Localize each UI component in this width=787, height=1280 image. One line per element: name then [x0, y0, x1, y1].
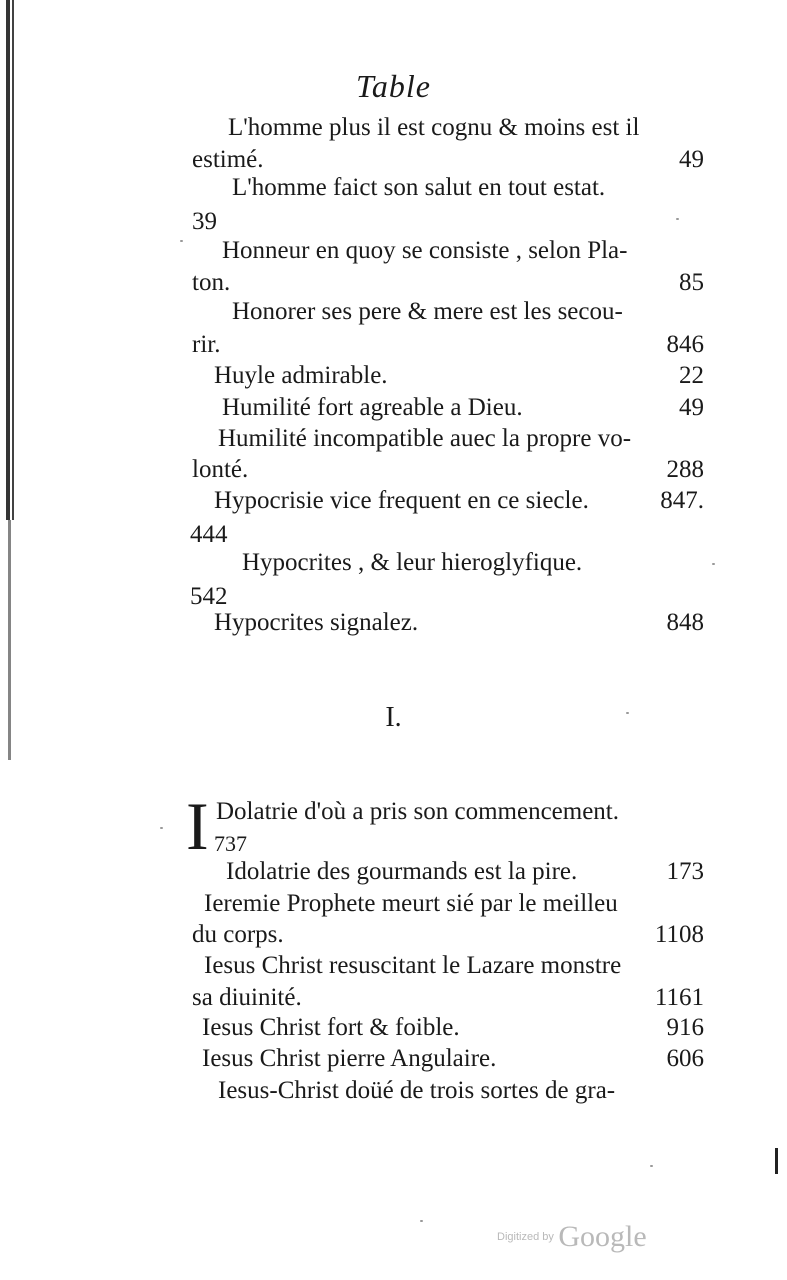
page-number: 173	[666, 858, 704, 885]
watermark-brand: Google	[558, 1220, 647, 1253]
entry-continuation: 39	[192, 208, 217, 235]
drop-cap: I	[186, 788, 209, 864]
scan-speck	[180, 240, 183, 242]
index-entry: Idolatrie des gourmands est la pire.	[226, 858, 578, 885]
index-entry: Ieremie Prophete meurt sié par le meilleu	[204, 890, 618, 917]
entry-continuation: 737	[214, 831, 247, 856]
index-entry: Huyle admirable.	[214, 362, 388, 389]
watermark-prefix: Digitized by	[497, 1231, 554, 1243]
entry-continuation: sa diuinité.	[192, 984, 302, 1011]
page-number: 606	[666, 1045, 704, 1072]
index-entry: L'homme faict son salut en tout estat.	[232, 174, 606, 201]
index-entry: Iesus Christ fort & foible.	[202, 1014, 460, 1041]
scan-speck	[650, 1165, 653, 1167]
scan-speck	[160, 827, 163, 829]
index-entry: Humilité incompatible auec la propre vo-	[218, 425, 632, 452]
entry-continuation: estimé.	[192, 146, 264, 173]
entry-continuation: rir.	[192, 331, 221, 358]
index-entry: Humilité fort agreable a Dieu.	[222, 394, 523, 421]
running-head: Table	[356, 68, 431, 104]
scan-speck	[626, 712, 629, 714]
index-entry: Hypocrites , & leur hieroglyfique.	[242, 549, 583, 576]
page-number: 848	[666, 609, 704, 636]
page-number: 1108	[654, 921, 704, 948]
index-entry: Dolatrie d'où a pris son commencement.	[216, 798, 620, 825]
index-entry: Hypocrisie vice frequent en ce siecle.	[214, 487, 589, 514]
entry-continuation: 542	[190, 583, 228, 610]
index-entry: Honorer ses pere & mere est les secou-	[232, 298, 623, 325]
scan-speck	[676, 218, 679, 220]
scan-speck	[420, 1220, 423, 1222]
page-number: 1161	[654, 984, 704, 1011]
margin-mark	[775, 1148, 778, 1174]
entry-continuation: du corps.	[192, 921, 284, 948]
index-entry: Honneur en quoy se consiste , selon Pla-	[222, 237, 628, 264]
index-entry: Iesus Christ pierre Angulaire.	[202, 1045, 497, 1072]
page-number: 846	[666, 331, 704, 358]
index-entry: L'homme plus il est cognu & moins est il	[228, 114, 640, 141]
index-entry: Hypocrites signalez.	[214, 609, 419, 636]
index-entry: Iesus-Christ doüé de trois sortes de gra-	[218, 1077, 616, 1104]
page-number: 22	[679, 362, 704, 389]
page-number: 288	[666, 456, 704, 483]
index-entry: Iesus Christ resuscitant le Lazare monstre	[204, 952, 622, 979]
entry-continuation: 444	[190, 521, 228, 548]
page-number: 916	[666, 1014, 704, 1041]
page-number: 49	[679, 394, 704, 421]
entry-continuation: lonté.	[192, 456, 249, 483]
section-heading: I.	[385, 702, 402, 733]
page-number: 847.	[660, 487, 704, 514]
entry-continuation: ton.	[192, 269, 231, 296]
page-number: 49	[679, 146, 704, 173]
scan-speck	[712, 563, 715, 565]
page-number: 85	[679, 269, 704, 296]
digitized-by-google-watermark	[497, 1220, 647, 1254]
